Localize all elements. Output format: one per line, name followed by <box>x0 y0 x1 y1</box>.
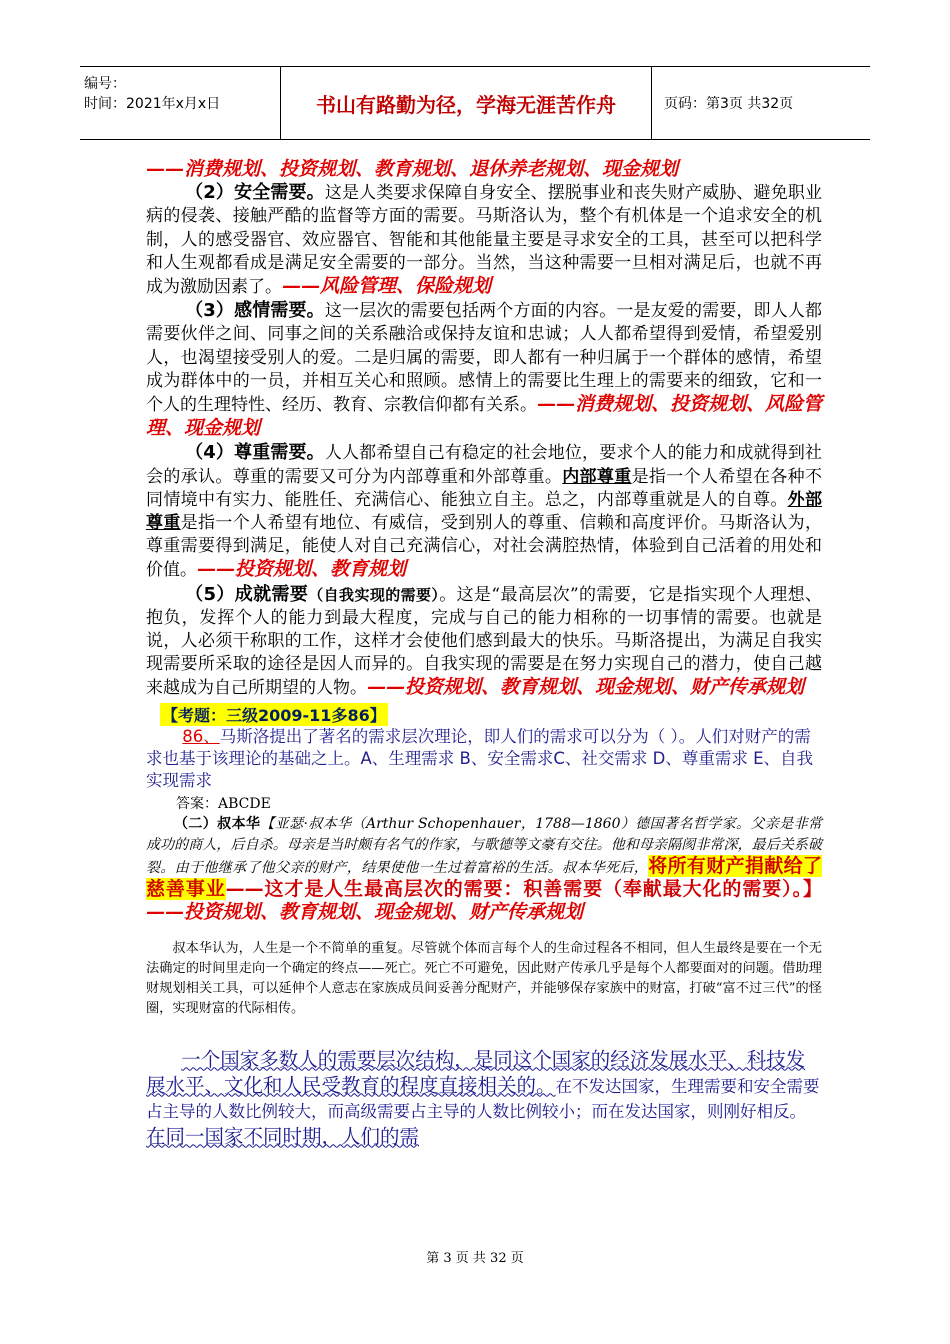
intro-plan-line: ——消费规划、投资规划、教育规划、退休养老规划、现金规划 <box>146 158 679 180</box>
header-page-info: 页码：第3页 共32页 <box>664 96 794 112</box>
exam-question-text: 马斯洛提出了著名的需求层次理论，即人们的需求可以分为（ ）。人们对财产的需求也基于该理论的基础之上。A、生理需求 B、安全需求C、社交需求 D、尊重需求 E、自我实现需求 <box>146 726 813 790</box>
respect-text-1: 人人都希望自己有稳定的社会地位，要求个人的能力和成就得到社会的承认。尊重的需要又可分为内部尊重和外部尊重。 <box>146 443 822 487</box>
emotion-plan: ——消费规划、投资规划、风险管理、现金规划 <box>146 393 823 440</box>
header-meta <box>80 67 281 139</box>
achievement-paragraph <box>146 583 822 701</box>
closing-part-3: 在同一国家不同时期，人们的需 <box>146 1124 420 1148</box>
exam-number: 86、 <box>182 726 220 746</box>
achievement-plan: ——投资规划、教育规划、现金规划、财产传承规划 <box>367 676 805 699</box>
respect-heading: （4）尊重需要。 <box>185 442 325 464</box>
achievement-text: 。这是“最高层次”的需要，它是指实现个人理想、抱负，发挥个人的能力到最大程度，完成与自己的能力相称的一切事情的需要。也就是说，人必须干称职的工作，这样才会使他们感到最大的快乐。马斯洛提出，为满足自我实现需要所采取的途径是因人而异的。自我实现的需要是在努力实现自己的潜力，使自己越来越成为自己所期望的人物。 <box>146 584 822 699</box>
exam-block <box>146 703 822 814</box>
achievement-heading-paren: （自我实现的需要） <box>308 585 440 604</box>
respect-plan: ——投资规划、教育规划 <box>197 558 407 581</box>
exam-answer: 答案：ABCDE <box>176 795 271 812</box>
safety-plan: ——风险管理、保险规划 <box>282 275 492 298</box>
internal-respect-term: 内部尊重 <box>562 466 632 487</box>
document-body <box>146 158 822 1150</box>
respect-paragraph <box>146 441 822 582</box>
number-label: 编号： <box>84 76 126 92</box>
respect-text-3: 是指一个人希望有地位、有威信，受到别人的尊重、信赖和高度评价。马斯洛认为，尊重需要得到满足，能使人对自己充满信心，对社会满腔热情，体验到自己活着的用处和价值。 <box>146 513 823 581</box>
highest-need-statement: ——这才是人生最高层次的需要：积善需要（奉献最大化的需要）。】 <box>225 877 822 900</box>
emotion-paragraph <box>146 299 822 441</box>
schopenhauer-bio-text: 【亚瑟·叔本华（Arthur Schopenhauer，1788—1860）德国著名哲学家。父亲是非常成功的商人，后自杀。母亲是当时颇有名气的作家，与歌德等文豪有交往。他和母亲隔阂非常深，最后关系破裂。由于他继承了他父亲的财产，结果使他一生过着富裕的生活。叔本华死后， <box>146 815 822 876</box>
closing-paragraph <box>146 1047 822 1150</box>
closing-part-1: 一个国家多数人的需要层次结构，是同这个国家的经济发展水平、科技发展水平、文化和人民受教育的程度直接相关的。 <box>146 1047 806 1097</box>
safety-text: 这是人类要求保障自身安全、摆脱事业和丧失财产威胁、避免职业病的侵袭、接触严酷的监督等方面的需要。马斯洛认为，整个有机体是一个追求安全的机制，人的感受器官、效应器官、智能和其他能量主要是寻求安全的工具，甚至可以把科学和人生观都看成是满足安全需要的一部分。当然，当这种需要一旦相对满足后，也就不再成为激励因素了。 <box>146 183 822 298</box>
header-motto: 书山有路勤为径，学海无涯苦作舟 <box>281 67 652 139</box>
page-header <box>80 66 870 140</box>
external-respect-term: 外部尊重 <box>146 489 822 534</box>
charity-highlight: 将所有财产捐献给了慈善事业 <box>146 854 822 900</box>
achievement-heading: （5）成就需要 <box>185 583 309 605</box>
page-footer: 第 3 页 共 32 页 <box>426 1251 524 1266</box>
exam-title: 【考题：三级2009-11多86】 <box>160 703 388 726</box>
safety-heading: （2）安全需要。 <box>185 182 325 204</box>
time-label: 时间：2021年x月x日 <box>84 96 221 112</box>
emotion-text: 这一层次的需要包括两个方面的内容。一是友爱的需要，即人人都需要伙伴之间、同事之间的关系融洽或保持友谊和忠诚；人人都希望得到爱情，希望爱别人，也渴望接受别人的爱。二是归属的需要，即人都有一种归属于一个群体的感情，希望成为群体中的一员，并相互关心和照顾。感情上的需要比生理上的需要来的细致，它和一个人的生理特性、经历、教育、宗教信仰都有关系。 <box>146 301 822 416</box>
schopenhauer-heading: （二）叔本华 <box>174 815 261 832</box>
closing-part-2: 在不发达国家，生理需要和安全需要占主导的人数比例较大，而高级需要占主导的人数比例较小；而在发达国家，则刚好相反。 <box>146 1076 820 1121</box>
emotion-heading: （3）感情需要。 <box>185 300 325 322</box>
schopenhauer-bio <box>146 814 822 925</box>
schopenhauer-plan: ——投资规划、教育规划、现金规划、财产传承规划 <box>146 900 584 923</box>
respect-text-2: 是指一个人希望在各种不同情境中有实力、能胜任、充满信心、能独立自主。总之，内部尊重就是人的自尊。 <box>146 466 823 510</box>
exam-question <box>146 726 822 792</box>
safety-paragraph <box>146 181 822 299</box>
schopenhauer-paragraph: 叔本华认为，人生是一个不简单的重复。尽管就个体而言每个人的生命过程各不相同，但人生最终是要在一个无法确定的时间里走向一个确定的终点——死亡。死亡不可避免，因此财产传承几乎是每个人都要面对的问题。借助理财规划相关工具，可以延伸个人意志在家族成员间妥善分配财产，并能够保存家族中的财富，打破“富不过三代”的怪圈，实现财富的代际相传。 <box>146 940 822 1016</box>
